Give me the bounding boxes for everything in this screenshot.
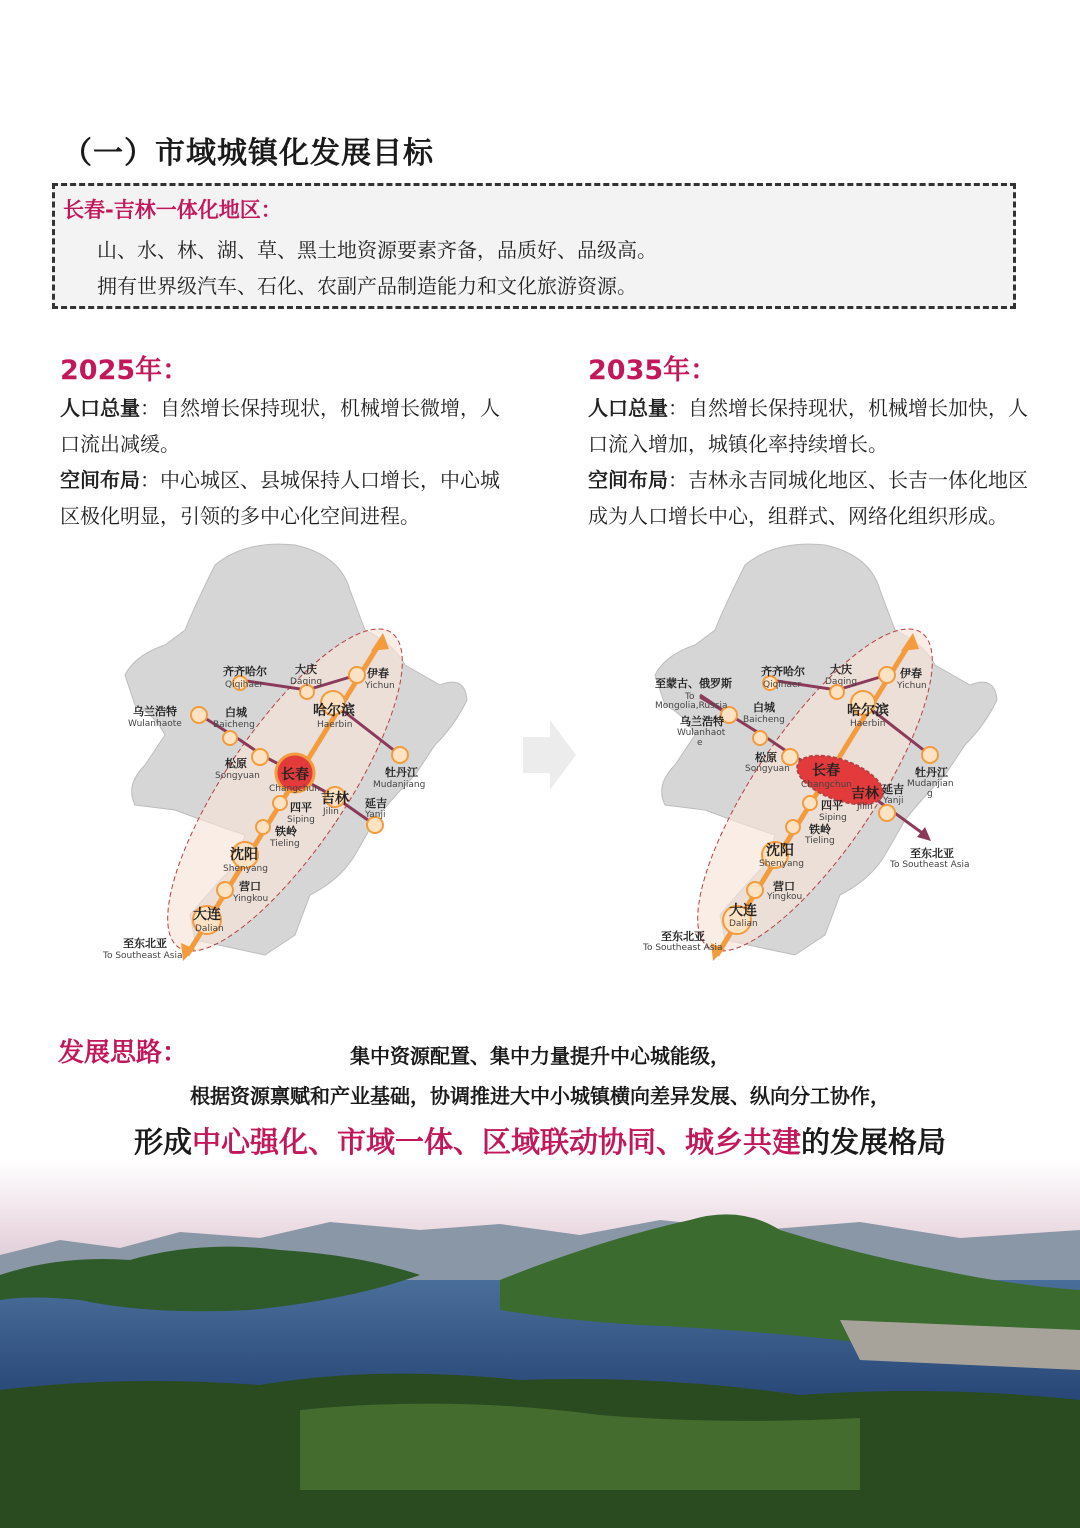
label-dalian-cn-2035: 大连	[729, 903, 757, 919]
label-qiqihaer-en-2025: Qiqihaer	[225, 680, 264, 690]
node-siping-2025	[273, 796, 287, 810]
label-mudanjiang-en-2025: Mudanjiang	[373, 780, 426, 790]
label-yichun-cn-2025: 伊春	[367, 667, 389, 680]
transition-arrow-icon	[518, 715, 580, 795]
label-tieling-en-2035: Tieling	[805, 836, 835, 846]
label-yingkou-en-2035: Yingkou	[767, 892, 803, 902]
strategy-label: 发展思路：	[58, 1038, 189, 1068]
label-sea-cn-east-2035: 至东北亚	[910, 847, 954, 860]
space-label-2025: 空间布局	[60, 468, 140, 492]
node-songyuan-2025	[252, 749, 268, 765]
label-tieling-en-2025: Tieling	[270, 839, 300, 849]
node-yanji-2035	[879, 805, 895, 821]
label-yanji-en-2025: Yanji	[365, 810, 386, 820]
label-tieling-cn-2025: 铁岭	[275, 825, 297, 838]
section-title: （一）市域城镇化发展目标	[62, 136, 434, 171]
label-yanji-cn-2025: 延吉	[365, 797, 387, 810]
label-haerbin-cn-2025: 哈尔滨	[313, 703, 355, 719]
label-siping-en-2035: Siping	[819, 813, 847, 823]
label-qiqihaer-en-2035: Qiqihaer	[763, 680, 802, 690]
label-haerbin-en-2035: Haerbin	[850, 719, 886, 729]
node-wulanhaote-2025	[191, 707, 207, 723]
label-shenyang-cn-2035: 沈阳	[766, 843, 794, 859]
node-yingkou-2025	[217, 882, 233, 898]
label-yichun-en-2025: Yichun	[365, 681, 395, 691]
label-yichun-en-2035: Yichun	[897, 681, 927, 691]
label-songyuan-cn-2025: 松原	[225, 757, 247, 770]
label-shenyang-en-2025: Shenyang	[223, 864, 268, 874]
label-jilin-en-2025: Jilin	[323, 807, 339, 817]
node-mudanjiang-2035	[922, 747, 938, 763]
callout-line-2: 拥有世界级汽车、石化、农副产品制造能力和文化旅游资源。	[97, 274, 637, 298]
strategy-final	[0, 1120, 1080, 1161]
pop-text-2035: ：自然增长保持现状，机械增长加快，人口流入增加，城镇化率持续增长。	[588, 396, 1028, 456]
label-mudanjiang-cn-2035: 牡丹江	[915, 766, 948, 779]
final-prefix: 形成	[133, 1125, 192, 1159]
callout-line-1: 山、水、林、湖、草、黑土地资源要素齐备，品质好、品级高。	[97, 238, 657, 262]
node-yingkou-2035	[747, 882, 763, 898]
label-haerbin-en-2025: Haerbin	[317, 720, 353, 730]
label-songyuan-en-2025: Songyuan	[215, 771, 260, 781]
node-baicheng-2025	[223, 731, 237, 745]
node-siping-2035	[803, 796, 817, 810]
node-songyuan-2035	[782, 749, 798, 765]
label-sea-en-2035: To Southeast Asia	[643, 943, 723, 953]
node-daqing-2035	[830, 685, 844, 699]
label-mongolia-cn-2035: 至蒙古、俄罗斯	[655, 677, 732, 690]
year-2025-text	[60, 390, 510, 534]
label-mongolia-en-2-2035: Mongolia,Russia	[655, 701, 728, 711]
space-text-2025: ：中心城区、县城保持人口增长，中心城区极化明显，引领的多中心化空间进程。	[60, 468, 500, 528]
label-wulanhaote-en-b-2035: e	[697, 738, 703, 748]
label-sea-en-east-2035: To Southeast Asia	[890, 860, 970, 870]
label-baicheng-en-2025: Baicheng	[213, 720, 255, 730]
label-haerbin-cn-2035: 哈尔滨	[847, 703, 889, 719]
label-dalian-en-2035: Dalian	[729, 919, 758, 929]
node-mudanjiang-2025	[392, 747, 408, 763]
label-baicheng-en-2035: Baicheng	[743, 715, 785, 725]
label-baicheng-cn-2025: 白城	[225, 706, 247, 719]
label-mudanjiang-en-b-2035: g	[927, 789, 933, 799]
label-mudanjiang-cn-2025: 牡丹江	[385, 766, 418, 779]
node-daqing-2025	[300, 685, 314, 699]
label-yingkou-cn-2025: 营口	[239, 880, 261, 893]
label-yanji-en-2035: Yanji	[883, 796, 904, 806]
strategy-line-2: 根据资源禀赋和产业基础，协调推进大中小城镇横向差异发展、纵向分工协作，	[190, 1084, 890, 1108]
label-dalian-en-2025: Dalian	[195, 924, 224, 934]
label-shenyang-cn-2025: 沈阳	[230, 847, 258, 863]
label-daqing-cn-2035: 大庆	[830, 663, 852, 676]
label-daqing-en-2025: Daqing	[290, 677, 323, 687]
label-baicheng-cn-2035: 白城	[753, 701, 775, 714]
label-siping-cn-2035: 四平	[821, 799, 843, 812]
label-yichun-cn-2035: 伊春	[900, 667, 922, 680]
label-yanji-cn-2035: 延吉	[882, 783, 904, 796]
node-tieling-2035	[786, 820, 800, 834]
pop-label-2035: 人口总量	[588, 396, 668, 420]
pop-label-2025: 人口总量	[60, 396, 140, 420]
year-2025-heading: 2025年：	[60, 355, 190, 386]
final-suffix: 的发展格局	[801, 1125, 947, 1159]
label-changchun-cn-2025: 长春	[281, 767, 309, 783]
label-shenyang-en-2035: Shenyang	[759, 859, 804, 869]
label-wulanhaote-en-2025: Wulanhaote	[128, 719, 182, 729]
final-highlight: 中心强化、市域一体、区域联动协同、城乡共建	[191, 1125, 801, 1159]
region-callout	[52, 183, 1016, 309]
pop-text-2025: ：自然增长保持现状，机械增长微增，人口流出减缓。	[60, 396, 500, 456]
node-tieling-2025	[256, 820, 270, 834]
space-text-2035: ：吉林永吉同城化地区、长吉一体化地区成为人口增长中心，组群式、网络化组织形成。	[588, 468, 1028, 528]
label-yingkou-en-2025: Yingkou	[233, 894, 269, 904]
label-jilin-cn-2035: 吉林	[851, 786, 879, 802]
label-qiqihaer-cn-2025: 齐齐哈尔	[223, 665, 267, 678]
label-jilin-cn-2025: 吉林	[321, 791, 349, 807]
label-daqing-en-2035: Daqing	[825, 677, 858, 687]
year-2035-heading: 2035年：	[588, 355, 718, 386]
label-wulanhaote-cn-2035: 乌兰浩特	[680, 715, 724, 728]
label-daqing-cn-2025: 大庆	[295, 663, 317, 676]
label-qiqihaer-cn-2035: 齐齐哈尔	[761, 665, 805, 678]
label-wulanhaote-cn-2025: 乌兰浩特	[133, 705, 177, 718]
node-baicheng-2035	[753, 731, 767, 745]
map-2035	[625, 535, 1025, 965]
label-sea-cn-2025: 至东北亚	[123, 937, 167, 950]
label-sea-en-2025: To Southeast Asia	[103, 951, 183, 961]
label-songyuan-cn-2035: 松原	[755, 751, 777, 764]
label-siping-en-2025: Siping	[287, 815, 315, 825]
label-changchun-en-2025: Changchun	[269, 784, 320, 794]
label-mongolia-en-1-2035: To	[685, 692, 695, 702]
label-dalian-cn-2025: 大连	[193, 907, 221, 923]
label-jilin-en-2035: Jilin	[857, 802, 873, 812]
label-wulanhaote-en-a-2035: Wulanhaot	[677, 728, 726, 738]
map-2025	[95, 535, 495, 965]
label-songyuan-en-2035: Songyuan	[745, 764, 790, 774]
label-yingkou-cn-2035: 营口	[773, 880, 795, 893]
label-mudanjiang-en-a-2035: Mudanjian	[907, 779, 954, 789]
label-sea-cn-2035: 至东北亚	[661, 930, 705, 943]
space-label-2035: 空间布局	[588, 468, 668, 492]
node-yichun-2035	[879, 667, 895, 683]
label-tieling-cn-2035: 铁岭	[809, 823, 831, 836]
callout-heading: 长春-吉林一体化地区：	[63, 198, 282, 222]
strategy-line-1: 集中资源配置、集中力量提升中心城能级，	[350, 1044, 730, 1068]
node-yichun-2025	[349, 667, 365, 683]
label-siping-cn-2025: 四平	[290, 801, 312, 814]
year-2035-text	[588, 390, 1028, 534]
label-changchun-en-2035: Changchun	[801, 780, 852, 790]
landscape-photo	[0, 1160, 1080, 1528]
label-changchun-cn-2035: 长春	[812, 763, 840, 779]
